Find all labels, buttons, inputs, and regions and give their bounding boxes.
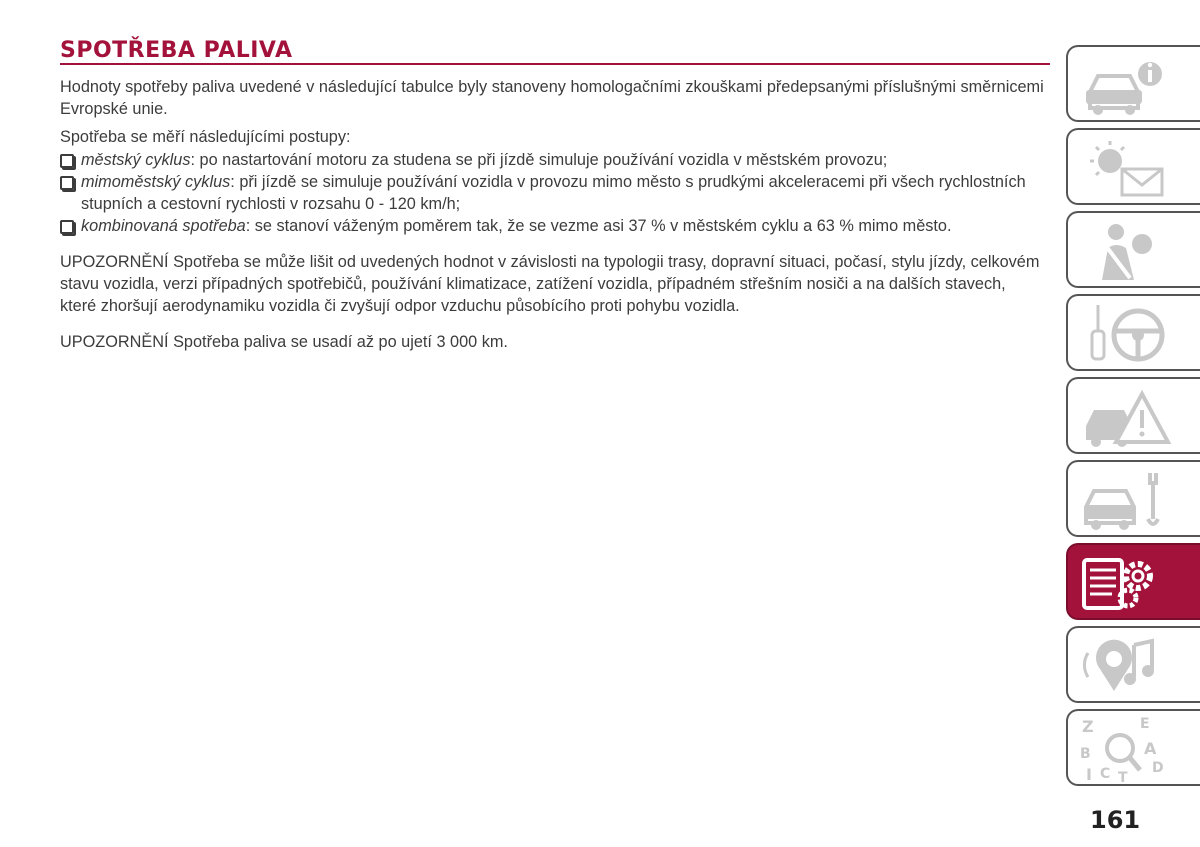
bullet-term: mimoměstský cyklus — [81, 173, 231, 191]
methods-list — [60, 149, 1045, 237]
seatbelt-airbag-icon — [1078, 218, 1178, 284]
methods-intro: Spotřeba se měří následujícími postupy: — [60, 128, 351, 146]
tab-multimedia[interactable] — [1066, 626, 1200, 703]
tab-index[interactable] — [1066, 709, 1200, 786]
key-steering-wheel-icon — [1078, 301, 1178, 367]
tab-car-info[interactable] — [1066, 45, 1200, 122]
list-item — [60, 171, 1045, 215]
index-letter: D — [1152, 760, 1164, 776]
checkbox-bullet-icon — [60, 220, 74, 234]
car-maintenance-icon — [1078, 467, 1178, 533]
warning-paragraph: UPOZORNĚNÍ Spotřeba paliva se usadí až po ujetí 3 000 km. — [60, 333, 508, 351]
bullet-text: : při jízdě se simuluje používání vozidla v provozu mimo město s prudkými akceleracemi při všech rychlostních stupních a cestovní rychlosti v rozsahu 0 - 120 km/h; — [81, 173, 1026, 213]
checkbox-bullet-icon — [60, 176, 74, 190]
index-letter: I — [1086, 765, 1092, 782]
list-item — [60, 149, 1045, 171]
index-letter: T — [1118, 770, 1128, 782]
tab-specifications[interactable] — [1066, 543, 1200, 620]
tab-lights-messages[interactable] — [1066, 128, 1200, 205]
multimedia-icon — [1078, 633, 1178, 699]
bullet-term: městský cyklus — [81, 151, 191, 169]
title-divider — [60, 63, 1050, 65]
lights-message-icon — [1078, 135, 1178, 201]
tab-emergency[interactable] — [1066, 377, 1200, 454]
page-content — [60, 76, 1045, 359]
bullet-term: kombinovaná spotřeba — [81, 217, 246, 235]
checkbox-bullet-icon — [60, 154, 74, 168]
page-number: 161 — [1090, 806, 1141, 834]
bullet-text: : se stanoví váženým poměrem tak, že se vezme asi 37 % v městském cyklu a 63 % mimo město. — [245, 217, 952, 235]
car-warning-icon — [1078, 384, 1178, 450]
warning-paragraph: UPOZORNĚNÍ Spotřeba se může lišit od uvedených hodnot v závislosti na typologii trasy, dopravní situaci, počasí, stylu jízdy, celkovém stavu vozidla, verzi případných spotřebičů, používání klimatizace, zatížení vozidla, případném střešním nosiči a na dalších stavech, které zhoršují aerodynamiku vozidla či zvyšují odpor vzduchu působícího proti pohybu vozidla. — [60, 253, 1040, 315]
list-item — [60, 215, 1045, 237]
car-info-icon — [1078, 52, 1178, 118]
index-letter: B — [1080, 746, 1091, 762]
section-title: SPOTŘEBA PALIVA — [60, 38, 293, 63]
index-letter: E — [1140, 716, 1150, 732]
tab-starting-driving[interactable] — [1066, 294, 1200, 371]
index-letter: A — [1144, 739, 1157, 758]
tab-maintenance[interactable] — [1066, 460, 1200, 537]
tab-safety[interactable] — [1066, 211, 1200, 288]
alphabetical-index-icon — [1078, 716, 1178, 782]
specifications-gears-icon — [1078, 550, 1178, 616]
index-letter: C — [1100, 766, 1111, 782]
index-letter: Z — [1082, 717, 1094, 736]
intro-paragraph: Hodnoty spotřeby paliva uvedené v následující tabulce byly stanoveny homologačními zkouškami předepsanými příslušnými směrnicemi Evropské unie. — [60, 78, 1044, 118]
bullet-text: : po nastartování motoru za studena se při jízdě simuluje používání vozidla v městském provozu; — [190, 151, 888, 169]
